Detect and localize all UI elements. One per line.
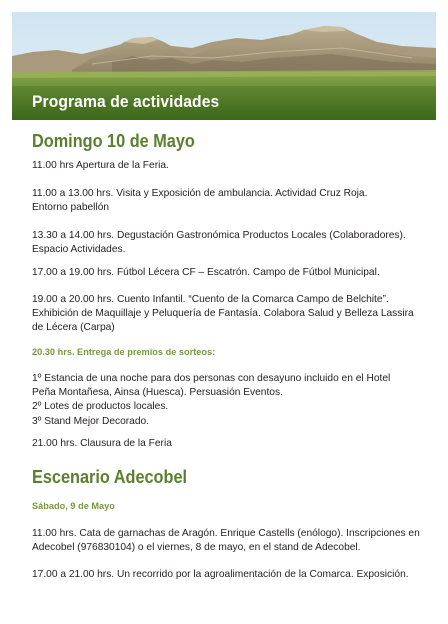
schedule-line: 17.00 a 21.00 hrs. Un recorrido por la agroalimentación de la Comarca. Exposición. xyxy=(32,569,409,580)
schedule-line: Adecobel (976830104) o el viernes, 8 de mayo, en el stand de Adecobel. xyxy=(32,542,361,554)
prize-line: Peña Montañesa, Ainsa (Huesca). Persuasión Eventos. xyxy=(32,387,283,399)
schedule-line: 13.30 a 14.00 hrs. Degustación Gastronómica Productos Locales (Colaboradores). xyxy=(32,230,406,241)
schedule-item xyxy=(32,527,428,555)
schedule-item xyxy=(32,159,428,173)
schedule-item xyxy=(32,187,428,215)
header-banner xyxy=(12,12,436,120)
schedule-line: de Lécera (Carpa) xyxy=(32,322,115,334)
schedule-item xyxy=(32,229,428,257)
schedule-line: 19.00 a 20.00 hrs. Cuento Infantil. “Cuento de la Comarca Campo de Belchite”. xyxy=(32,294,389,305)
section-heading-domingo: Domingo 10 de Mayo xyxy=(32,130,195,151)
date-subheading: Sábado, 9 de Mayo xyxy=(32,501,115,512)
schedule-item xyxy=(32,568,428,582)
schedule-item xyxy=(32,293,428,336)
prize-line: 1º Estancia de una noche para dos personas con desayuno incluido en el Hotel xyxy=(32,373,391,384)
schedule-line: Exhibición de Maquillaje y Peluquería de Fantasía. Colabora Salud y Belleza Lassira xyxy=(32,308,414,320)
closing-item xyxy=(32,437,428,451)
schedule-line: Espacio Actividades. xyxy=(32,244,126,256)
schedule-item xyxy=(32,266,428,280)
schedule-line: Entorno pabellón xyxy=(32,202,110,214)
schedule-line: 11.00 hrs Apertura de la Feria. xyxy=(32,160,169,171)
schedule-line: 11.00 hrs. Cata de garnachas de Aragón. Enrique Castells (enólogo). Inscripciones en xyxy=(32,528,420,539)
schedule-line: 17.00 a 19.00 hrs. Fútbol Lécera CF – Escatrón. Campo de Fútbol Municipal. xyxy=(32,267,380,278)
prize-line: 2º Lotes de productos locales. xyxy=(32,401,169,413)
schedule-line: 11.00 a 13.00 hrs. Visita y Exposición de ambulancia. Actividad Cruz Roja. xyxy=(32,188,368,199)
section-heading-escenario: Escenario Adecobel xyxy=(32,466,188,487)
schedule-line: 21.00 hrs. Clausura de la Feria xyxy=(32,438,172,449)
prizes-heading: 20.30 hrs. Entrega de premios de sorteos: xyxy=(32,347,216,358)
prize-line: 3º Stand Mejor Decorado. xyxy=(32,415,149,427)
prizes-list xyxy=(32,372,428,429)
banner-title: Programa de actividades xyxy=(32,92,220,111)
